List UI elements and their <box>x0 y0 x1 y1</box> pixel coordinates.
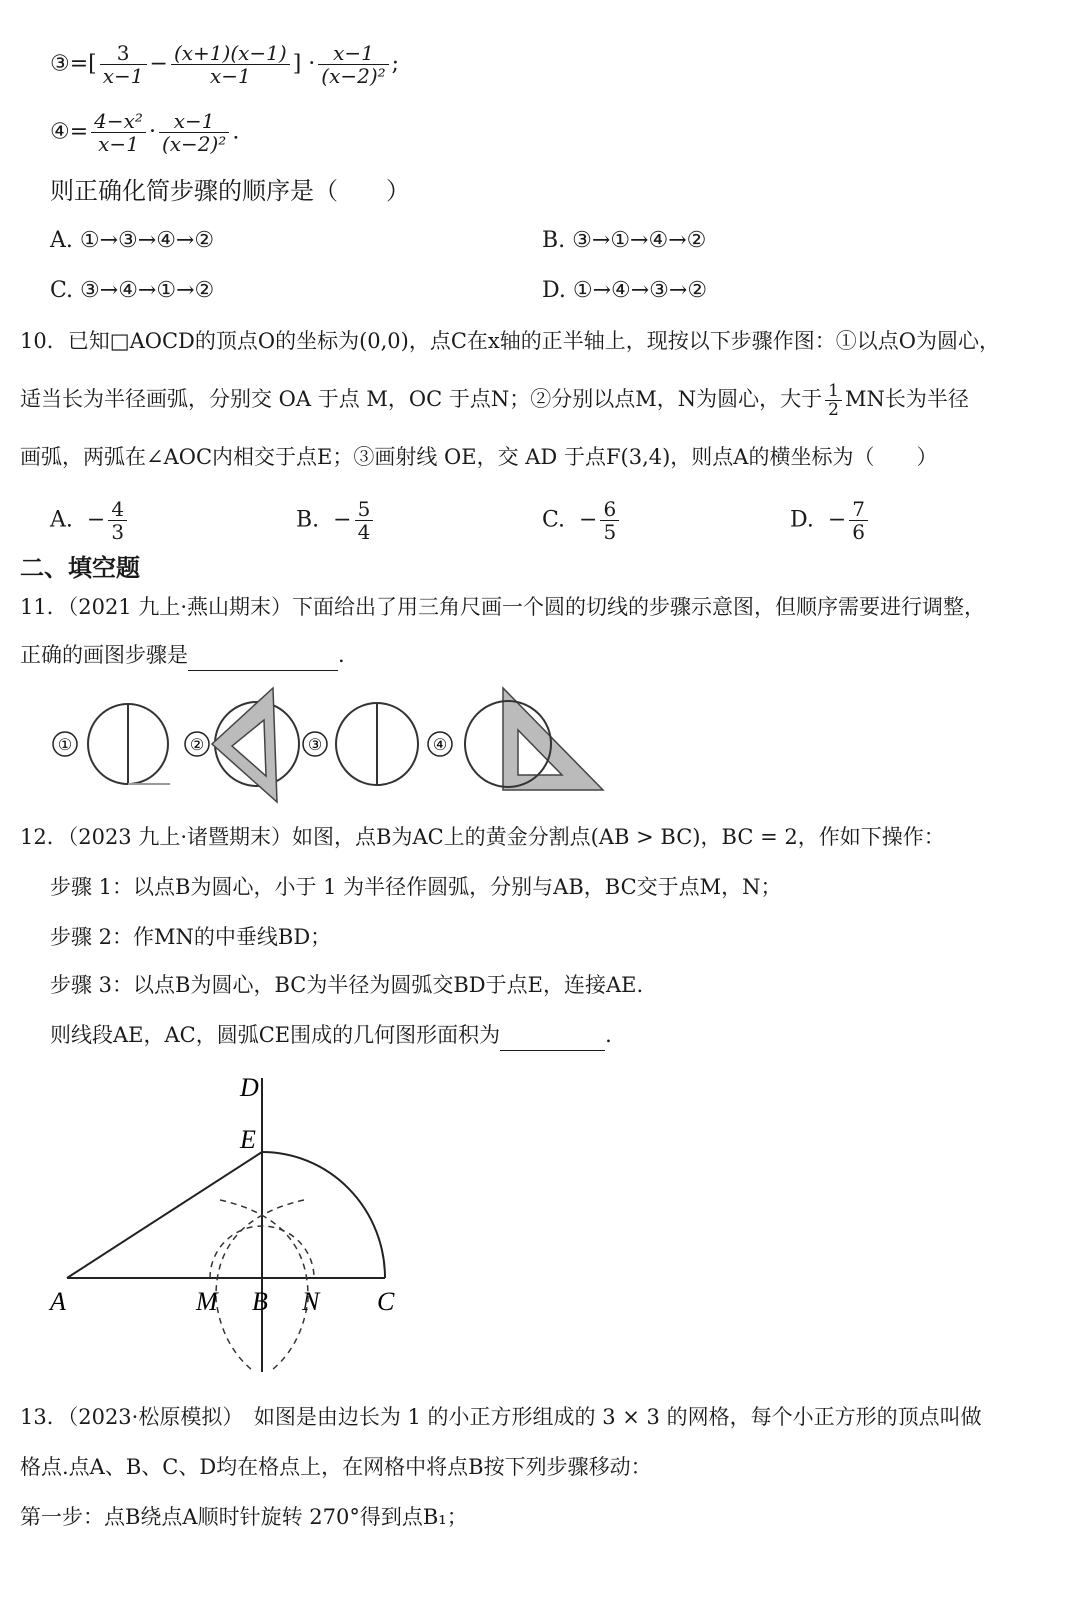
q9-step3: ③=[ $\frac{3}{x-1}$ − $\frac{(x+1)(x-1)}{x-1}$ ] · $\frac{x-1}{\text{(x−2)²}}$ ; <box>50 41 400 88</box>
period: . <box>338 643 345 667</box>
numerator: 1 <box>825 382 842 401</box>
label-b: B <box>252 1287 268 1316</box>
q13-line1: 13．（2023·松原模拟） 如图是由边长为 1 的小正方形组成的 3 × 3 的网格，每个小正方形的顶点叫做 <box>20 1405 982 1429</box>
q9-question: 则正确化简步骤的顺序是（ ） <box>50 177 410 205</box>
denominator: x−1 <box>209 64 251 88</box>
text-part: 则线段AE，AC，圆弧CE围成的几何图形面积为 <box>50 1023 501 1047</box>
answer-blank[interactable] <box>188 640 338 671</box>
minus-sign: − <box>86 507 106 533</box>
minus-sign: − <box>579 507 598 533</box>
minus-sign: − <box>827 507 847 533</box>
denominator: (x−2)² <box>321 64 386 88</box>
numerator: 5 <box>355 498 374 521</box>
section-title: 二、填空题 <box>20 554 140 582</box>
label-d: D <box>240 1073 259 1102</box>
segment-ae <box>67 1152 262 1278</box>
fraction <box>100 42 147 87</box>
fraction <box>318 42 388 87</box>
denominator: 4 <box>357 520 371 544</box>
step-label-3 <box>303 732 327 756</box>
label-m: M <box>196 1287 218 1316</box>
fraction <box>171 42 290 87</box>
option-label: A. <box>50 507 73 533</box>
numerator: (x+1)(x−1) <box>171 42 290 65</box>
option-label: C. <box>542 507 566 533</box>
denominator: (x−2)² <box>161 132 227 156</box>
q9-step4: ④= $\frac{\text{4−x²}}{x-1}$ · $\frac{x-1}{\text{(x−2)²}}$ . <box>50 109 240 156</box>
option-text: ①→③→④→② <box>79 228 215 253</box>
step3-prefix: ③= <box>50 51 89 77</box>
numerator: 3 <box>100 42 147 65</box>
q13-line3: 第一步：点B绕点A顺时针旋转 270°得到点B₁； <box>20 1505 468 1529</box>
denominator: 3 <box>111 520 125 544</box>
label-c: C <box>377 1287 395 1316</box>
q10-line3: 画弧，两弧在∠AOC内相交于点E；③画射线 OE，交 AD 于点F(3,4)，则点A的横坐标为（ ） <box>20 445 938 469</box>
figure-step-4 <box>465 688 603 790</box>
step4-prefix: ④= <box>50 119 89 145</box>
fraction <box>108 498 127 543</box>
figure-step-1 <box>88 704 170 784</box>
numerator: 6 <box>600 498 619 521</box>
label-n: N <box>302 1287 320 1316</box>
label-e: E <box>240 1125 256 1154</box>
fraction <box>91 110 146 155</box>
option-label: B. <box>296 507 320 533</box>
bracket-dot: ] · <box>292 51 316 77</box>
svg-text:②: ② <box>189 737 205 754</box>
text-part: MN长为半径 <box>844 387 969 411</box>
step-label-4 <box>428 732 452 756</box>
q10-option-d[interactable] <box>790 498 871 543</box>
option-text: ③→④→①→② <box>80 278 215 303</box>
denominator: 5 <box>603 520 617 544</box>
q12-figure <box>40 1070 420 1380</box>
step-label-2 <box>185 732 209 756</box>
q12-step1: 步骤 1：以点B为圆心，小于 1 为半径作圆弧，分别与AB，BC交于点M，N； <box>50 875 782 899</box>
period: . <box>605 1023 612 1047</box>
label-a: A <box>50 1287 66 1316</box>
q9-option-d[interactable] <box>542 276 707 306</box>
text-part: 正确的画图步骤是 <box>20 643 188 667</box>
period: . <box>232 119 240 145</box>
fraction <box>849 498 868 543</box>
fraction <box>355 498 374 543</box>
minus-sign: − <box>333 507 352 533</box>
q9-option-c[interactable] <box>50 276 214 306</box>
dashed-arc-m <box>220 1200 308 1370</box>
denominator: x−1 <box>102 64 144 88</box>
svg-text:①: ① <box>57 737 73 754</box>
denominator: 2 <box>828 400 839 420</box>
q10-option-b[interactable] <box>296 498 376 543</box>
q10-option-a[interactable] <box>50 498 130 543</box>
q12-step2: 步骤 2：作MN的中垂线BD； <box>50 925 332 949</box>
q12-step3: 步骤 3：以点B为圆心，BC为半径为圆弧交BD于点E，连接AE. <box>50 973 644 997</box>
arc-ce <box>262 1152 385 1278</box>
fraction <box>159 110 229 155</box>
option-label: D. <box>790 507 814 533</box>
option-text: ③→①→④→② <box>572 228 707 253</box>
option-label: D. <box>542 278 566 303</box>
q13-line2: 格点.点A、B、C、D均在格点上，在网格中将点B按下列步骤移动： <box>20 1455 652 1479</box>
q9-option-b[interactable] <box>542 226 706 256</box>
numerator: 7 <box>849 498 868 521</box>
q10-line2 <box>20 382 969 419</box>
minus-sign: − <box>149 51 168 77</box>
figure-step-2 <box>212 688 299 802</box>
q11-line2 <box>20 640 345 671</box>
numerator: x−1 <box>318 42 388 65</box>
fraction <box>825 382 842 419</box>
q10-option-c[interactable] <box>542 498 622 543</box>
answer-blank[interactable] <box>500 1020 605 1051</box>
figure-step-3 <box>336 703 418 785</box>
q11-line1: 11．（2021 九上·燕山期末）下面给出了用三角尺画一个圆的切线的步骤示意图，但顺序需要进行调整， <box>20 595 986 619</box>
option-text: ①→④→③→② <box>572 278 708 303</box>
q9-option-a[interactable] <box>50 226 214 256</box>
svg-text:③: ③ <box>307 737 323 754</box>
option-label: B. <box>542 228 566 253</box>
q11-figure <box>40 680 620 810</box>
svg-text:④: ④ <box>432 737 448 754</box>
numerator: 4 <box>108 498 127 521</box>
q10-line1: 10．已知□AOCD的顶点O的坐标为(0,0)，点C在x轴的正半轴上，现按以下步骤作图：①以点O为圆心， <box>20 329 1000 353</box>
fraction <box>600 498 619 543</box>
numerator: x−1 <box>159 110 229 133</box>
option-label: C. <box>50 278 74 303</box>
text-part: 适当长为半径画弧，分别交 OA 于点 M，OC 于点N；②分别以点M，N为圆心，大于 <box>20 387 823 411</box>
q12-line1: 12．（2023 九上·诸暨期末）如图，点B为AC上的黄金分割点(AB > BC)，BC = 2，作如下操作： <box>20 825 945 849</box>
option-label: A. <box>50 228 73 253</box>
numerator: 4−x² <box>91 110 146 133</box>
semicolon: ; <box>391 51 400 77</box>
q12-question <box>50 1020 612 1051</box>
denominator: x−1 <box>98 132 139 156</box>
step-label-1 <box>53 732 77 756</box>
denominator: 6 <box>852 520 866 544</box>
